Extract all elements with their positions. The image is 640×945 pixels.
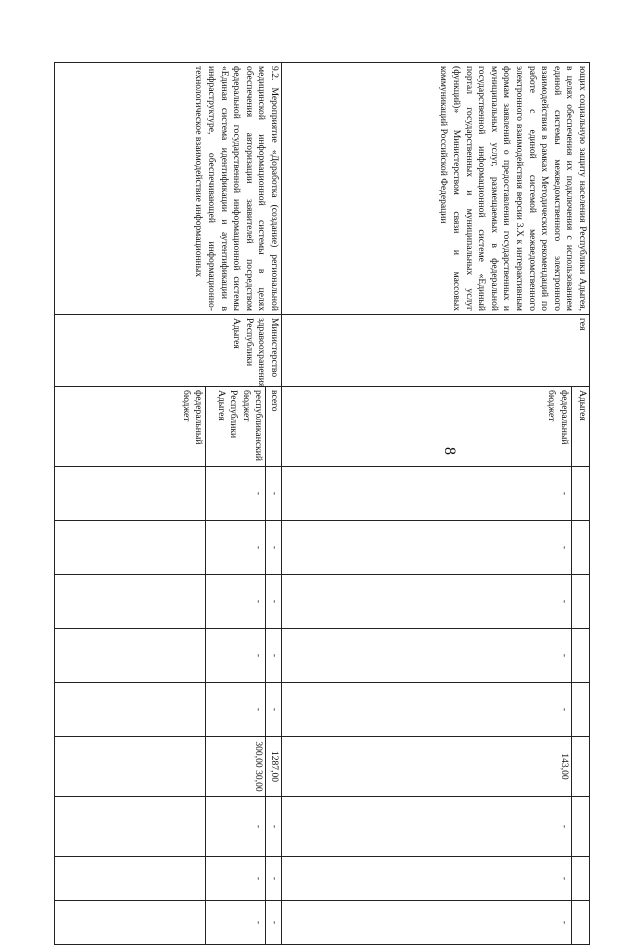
cell-value (572, 857, 590, 901)
measure-name: ющих социальную защиту населения Республики Адыгея, в целях обеспечения их подключения с использованием единой системы межведомственного электронного взаимодействия в рамках Методических рекомендаций по работе с единой системой межведомственного электронного взаимодействия версии 3.Х к интерактивным формам заявлений о предоставлении государственных и муниципальных услуг, размещаемых в федеральной государственной информационной системе «Единый портал государственных и муниципальных услуг (функций)» Министерством связи и массовых коммуникаций Российской Федерации (282, 63, 590, 315)
cell-value: - (206, 683, 266, 737)
cell-value: - (266, 683, 282, 737)
measure-name: 9.2. Мероприятие «Доработка (создание) региональной медицинской информационной системы в целях обеспечения авторизации заявителей посредством федеральной государственной информационной системы «Единая система идентификации и аутентификации в инфраструктуре, обеспечивающей информационно-технологическое взаимодействие информационных (55, 63, 282, 315)
cell-value: 300,00 30,00 (206, 737, 266, 797)
cell-value: - (266, 521, 282, 575)
cell-value: - (266, 629, 282, 683)
table-row (572, 63, 590, 945)
cell-value (55, 629, 206, 683)
cell-value (572, 575, 590, 629)
cell-value: - (206, 901, 266, 945)
cell-value: - (206, 521, 266, 575)
cell-value: - (206, 467, 266, 521)
cell-value (55, 521, 206, 575)
rotated-table-wrapper (54, 62, 590, 925)
cell-value: - (282, 797, 572, 857)
page-number: 8 (441, 447, 458, 455)
cell-value: 143,00 (282, 737, 572, 797)
cell-value (572, 683, 590, 737)
cell-value (572, 467, 590, 521)
cell-value: - (266, 575, 282, 629)
funding-source: всего (266, 387, 282, 467)
table-row (266, 63, 282, 945)
funding-source: республиканский бюджет Республики Адыгея (206, 387, 266, 467)
cell-value: - (266, 857, 282, 901)
cell-value: - (266, 797, 282, 857)
budget-table (54, 62, 590, 945)
executor: гея (282, 315, 590, 387)
cell-value (572, 521, 590, 575)
cell-value: - (206, 857, 266, 901)
cell-value: - (266, 901, 282, 945)
funding-source: федеральный бюджет (55, 387, 206, 467)
cell-value: - (266, 467, 282, 521)
cell-value: - (282, 575, 572, 629)
funding-source: федеральный бюджет (282, 387, 572, 467)
cell-value (55, 857, 206, 901)
cell-value: - (282, 683, 572, 737)
cell-value (55, 467, 206, 521)
cell-value: - (282, 901, 572, 945)
cell-value (55, 575, 206, 629)
cell-value: - (282, 521, 572, 575)
cell-value: - (206, 575, 266, 629)
cell-value (55, 683, 206, 737)
cell-value (55, 797, 206, 857)
cell-value (55, 901, 206, 945)
cell-value: - (282, 629, 572, 683)
cell-value (55, 737, 206, 797)
cell-value: - (282, 857, 572, 901)
cell-value: - (282, 467, 572, 521)
executor: Министерство здравоохранения Республики Адыгея (55, 315, 282, 387)
cell-value (572, 737, 590, 797)
cell-value: - (206, 797, 266, 857)
cell-value (572, 797, 590, 857)
funding-source: Адыгея (572, 387, 590, 467)
cell-value (572, 901, 590, 945)
cell-value: 1287,00 (266, 737, 282, 797)
cell-value (572, 629, 590, 683)
cell-value: - (206, 629, 266, 683)
